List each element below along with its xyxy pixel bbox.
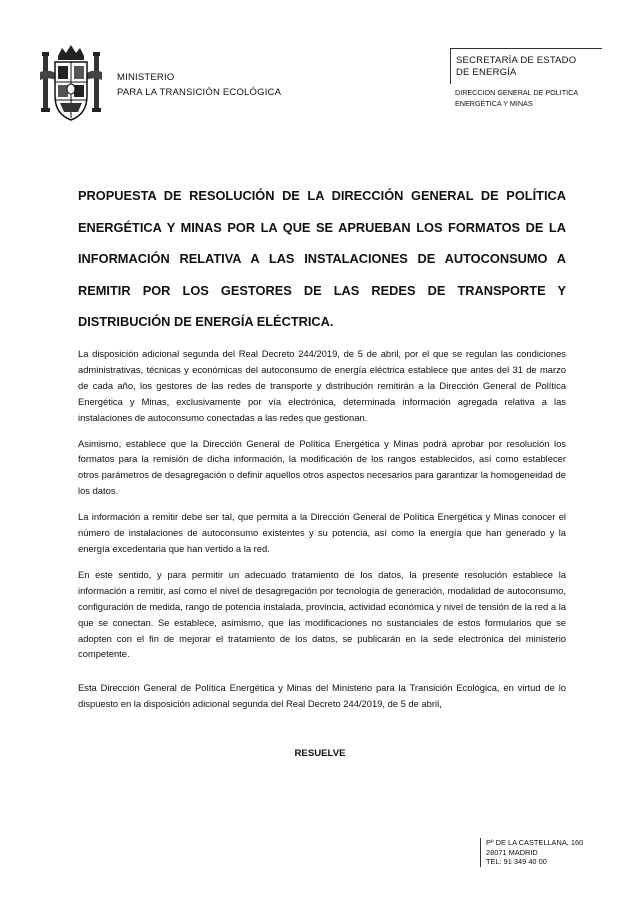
secretaria-line-2: DE ENERGÍA	[456, 67, 517, 78]
direccion-line-2: ENERGÉTICA Y MINAS	[455, 99, 533, 108]
ministry-line-2: PARA LA TRANSICIÓN ECOLÓGICA	[117, 87, 282, 98]
paragraph-3: La información a remitir debe ser tal, que permita a la Dirección General de Política Energética y Minas conocer el número de instalaciones de autoconsumo existentes y su potencia, así como la energía que han generado y la energía excedentaria que han vertido a la red.	[78, 511, 566, 554]
paragraph-4: En este sentido, y para permitir un adecuado tratamiento de los datos, la presente resolución establece la información a remitir, así como el nivel de desagregación por tecnología de generación, modalidad de autoconsumo, configuración de medida, rango de potencia instalada, provincia, actividad económica y nivel de tensión de la red a la que se conectan. Se establece, asimismo, que las modificaciones no sustanciales de estos formularios que se adopten con el fin de mejorar el tratamiento de los datos, se publicarán en la sede electrónica del ministerio competente.	[78, 568, 566, 660]
document-body	[78, 346, 566, 722]
resuelve-heading: RESUELVE	[294, 748, 346, 759]
paragraph-2: Asimismo, establece que la Dirección General de Política Energética y Minas podrá aprobar por resolución los formatos para la remisión de dicha información, la modificación de los rangos establecidos, así como establecer otros parámetros de desagregación o definir aquellos otros aspectos necesarios para garantizar la homogeneidad de los datos.	[78, 437, 566, 497]
ministry-line-1: MINISTERIO	[117, 72, 175, 83]
secretaria-box	[450, 48, 602, 84]
footer-address	[480, 838, 583, 867]
paragraph-5: Esta Dirección General de Política Energética y Minas del Ministerio para la Transición Ecológica, en virtud de lo dispuesto en la disposición adicional segunda del Real Decreto 244/2019, de 5 de abril,	[78, 682, 566, 710]
address-line-3: TEL: 91 349 40 00	[486, 857, 547, 866]
address-line-1: Pº DE LA CASTELLANA, 160	[486, 838, 584, 847]
ministry-name	[117, 70, 281, 100]
spain-coat-of-arms-icon	[38, 42, 104, 126]
document-title: PROPUESTA DE RESOLUCIÓN DE LA DIRECCIÓN GENERAL DE POLÍTICA ENERGÉTICA Y MINAS POR LA QUE SE APRUEBAN LOS FORMATOS DE LA INFORMACIÓN RELATIVA A LAS INSTALACIONES DE AUTOCONSUMO A REMITIR POR LOS GESTORES DE LAS REDES DE TRANSPORTE Y DISTRIBUCIÓN DE ENERGÍA ELÉCTRICA.	[78, 188, 566, 330]
address-line-2: 28071 MADRID	[486, 847, 538, 857]
paragraph-1: La disposición adicional segunda del Real Decreto 244/2019, de 5 de abril, por el que se regulan las condiciones administrativas, técnicas y económicas del autoconsumo de energía eléctrica establece que antes del 31 de marzo de cada año, los gestores de las redes de transporte y distribución remitirán a la Dirección General de Política Energética y Minas, exclusivamente por vía electrónica, determinada información agregada relativa a las instalaciones de autoconsumo conectadas a las redes que gestionan.	[78, 348, 566, 423]
direccion-line-1: DIRECCION GENERAL DE POLITICA	[455, 88, 579, 97]
direccion-general	[455, 87, 578, 109]
secretaria-line-1: SECRETARÍA DE ESTADO	[456, 55, 577, 66]
